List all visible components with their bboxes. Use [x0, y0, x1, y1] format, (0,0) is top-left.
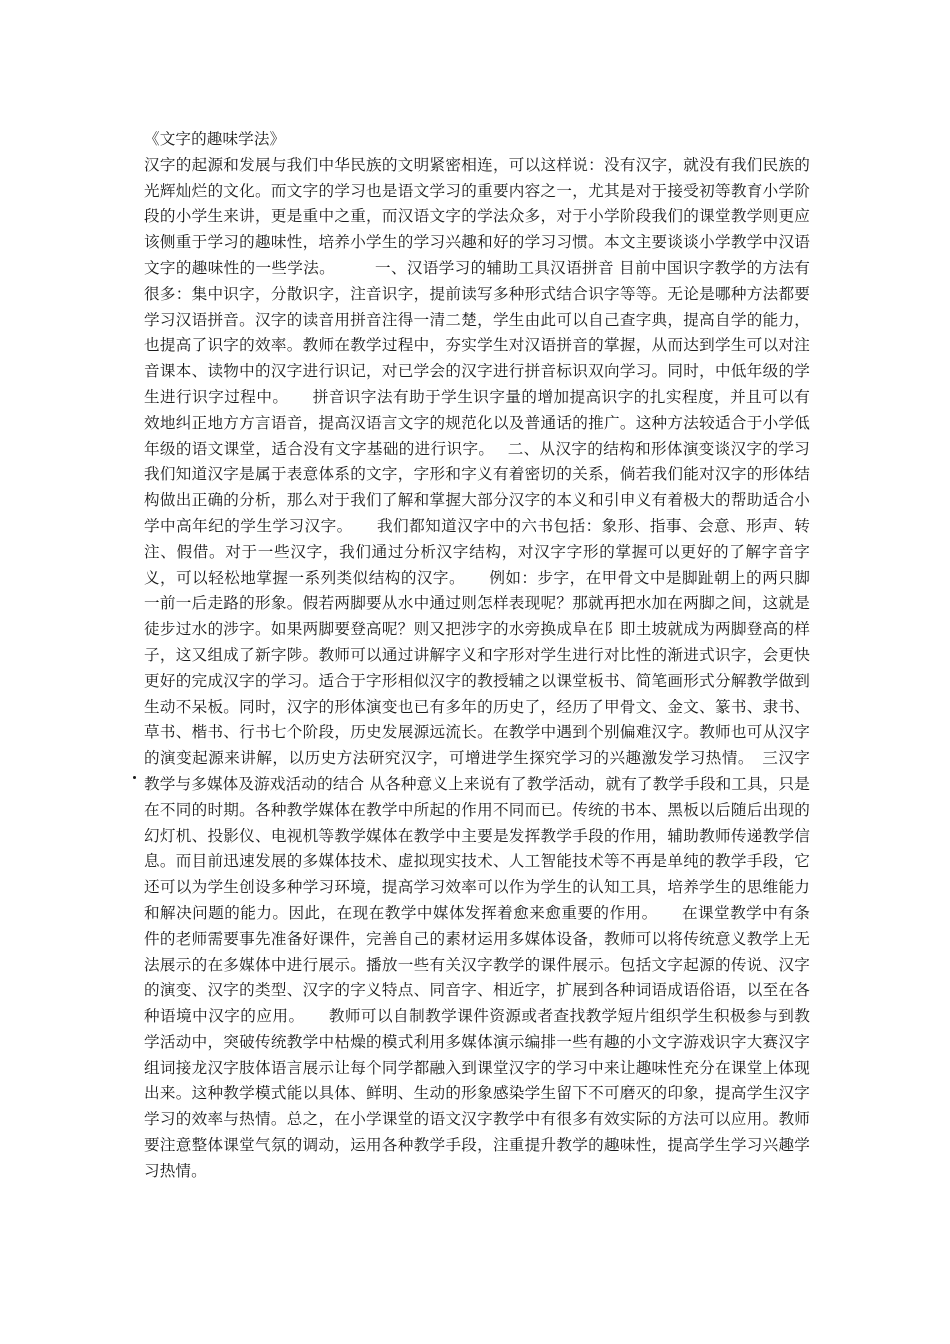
document-body: 汉字的起源和发展与我们中华民族的文明紧密相连，可以这样说：没有汉字，就没有我们民族的光辉灿烂的文化。而文字的学习也是语文学习的重要内容之一，尤其是对于接受初等教育小学阶段的小学生来讲，更是重中之重，而汉语文字的学法众多，对于小学阶段我们的课堂教学则更应该侧重于学习的趣味性，培养小学生的学习兴趣和好的学习习惯。本文主要谈谈小学教学中汉语文字的趣味性的一些学法。 一、汉语学习的辅助工具汉语拼音 目前中国识字教学的方法有很多：集中识字，分散识字，注音识字，提前读写多种形式结合识字等等。无论是哪种方法都要学习汉语拼音。汉字的读音用拼音注得一清二楚，学生由此可以自己查字典，提高自学的能力，也提高了识字的效率。教师在教学过程中，夯实学生对汉语拼音的掌握，从而达到学生可以对注音课本、读物中的汉字进行识记，对已学会的汉字进行拼音标识双向学习。同时，中低年级的学生进行识字过程中。 拼音识字法有助于学生识字量的增加提高识字的扎实程度，并且可以有效地纠正地方方言语音，提高汉语言文字的规范化以及普通话的推广。这种方法较适合于小学低年级的语文课堂，适合没有文字基础的进行识字。 二、从汉字的结构和形体演变谈汉字的学习 我们知道汉字是属于表意体系的文字，字形和字义有着密切的关系，倘若我们能对汉字的形体结构做出正确的分析，那么对于我们了解和掌握大部分汉字的本义和引申义有着极大的帮助适合小学中高年纪的学生学习汉字。 我们都知道汉字中的六书包括：象形、指事、会意、形声、转注、假借。对于一些汉字，我们通过分析汉字结构，对汉字字形的掌握可以更好的了解字音字义，可以轻松地掌握一系列类似结构的汉字。 例如：步字，在甲骨文中是脚趾朝上的两只脚一前一后走路的形象。假若两脚要从水中通过则怎样表现呢？那就再把水加在两脚之间，这就是徒步过水的涉字。如果两脚要登高呢？则又把涉字的水旁换成阜在阝即土坡就成为两脚登高的样子，这又组成了新字陟。教师可以通过讲解字义和字形对学生进行对比性的渐进式识字，会更快更好的完成汉字的学习。适合于字形相似汉字的教授辅之以课堂板书、简笔画形式分解教学做到生动不呆板。同时，汉字的形体演变也已有多年的历史了，经历了甲骨文、金文、篆书、隶书、草书、楷书、行书七个阶段，历史发展源远流长。在教学中遇到个别偏难汉字。教师也可从汉字的演变起源来讲解，以历史方法研究汉字，可增进学生探究学习的兴趣激发学习热情。 三汉字教学与多媒体及游戏活动的结合 从各种意义上来说有了教学活动，就有了教学手段和工具，只是在不同的时期。各种教学媒体在教学中所起的作用不同而已。传统的书本、黑板以后随后出现的幻灯机、投影仪、电视机等教学媒体在教学中主要是发挥教学手段的作用，辅助教师传递教学信息。而目前迅速发展的多媒体技术、虚拟现实技术、人工智能技术等不再是单纯的教学手段，它还可以为学生创设多种学习环境，提高学习效率可以作为学生的认知工具，培养学生的思维能力和解决问题的能力。因此，在现在教学中媒体发挥着愈来愈重要的作用。 在课堂教学中有条件的老师需要事先准备好课件，完善自己的素材运用多媒体设备，教师可以将传统意义教学上无法展示的在多媒体中进行展示。播放一些有关汉字教学的课件展示。包括文字起源的传说、汉字的演变、汉字的类型、汉字的字义特点、同音字、相近字，扩展到各种词语成语俗语，以至在各种语境中汉字的应用。 教师可以自制教学课件资源或者查找教学短片组织学生积极参与到教学活动中，突破传统教学中枯燥的模式利用多媒体演示编排一些有趣的小文字游戏识字大赛汉字组词接龙汉字肢体语言展示让每个同学都融入到课堂汉字的学习中来让趣味性充分在课堂上体现出来。这种教学模式能以具体、鲜明、生动的形象感染学生留下不可磨灭的印象，提高学生汉字学习的效率与热情。总之，在小学课堂的语文汉字教学中有很多有效实际的方法可以应用。教师要注意整体课堂气氛的调动，运用各种教学手段，注重提升教学的趣味性，提高学生学习兴趣学习热情。	[144, 155, 842, 1180]
document-title: 《文字的趣味学法》	[144, 130, 286, 148]
stray-dot-mark	[133, 776, 136, 779]
document-content	[144, 127, 842, 1185]
